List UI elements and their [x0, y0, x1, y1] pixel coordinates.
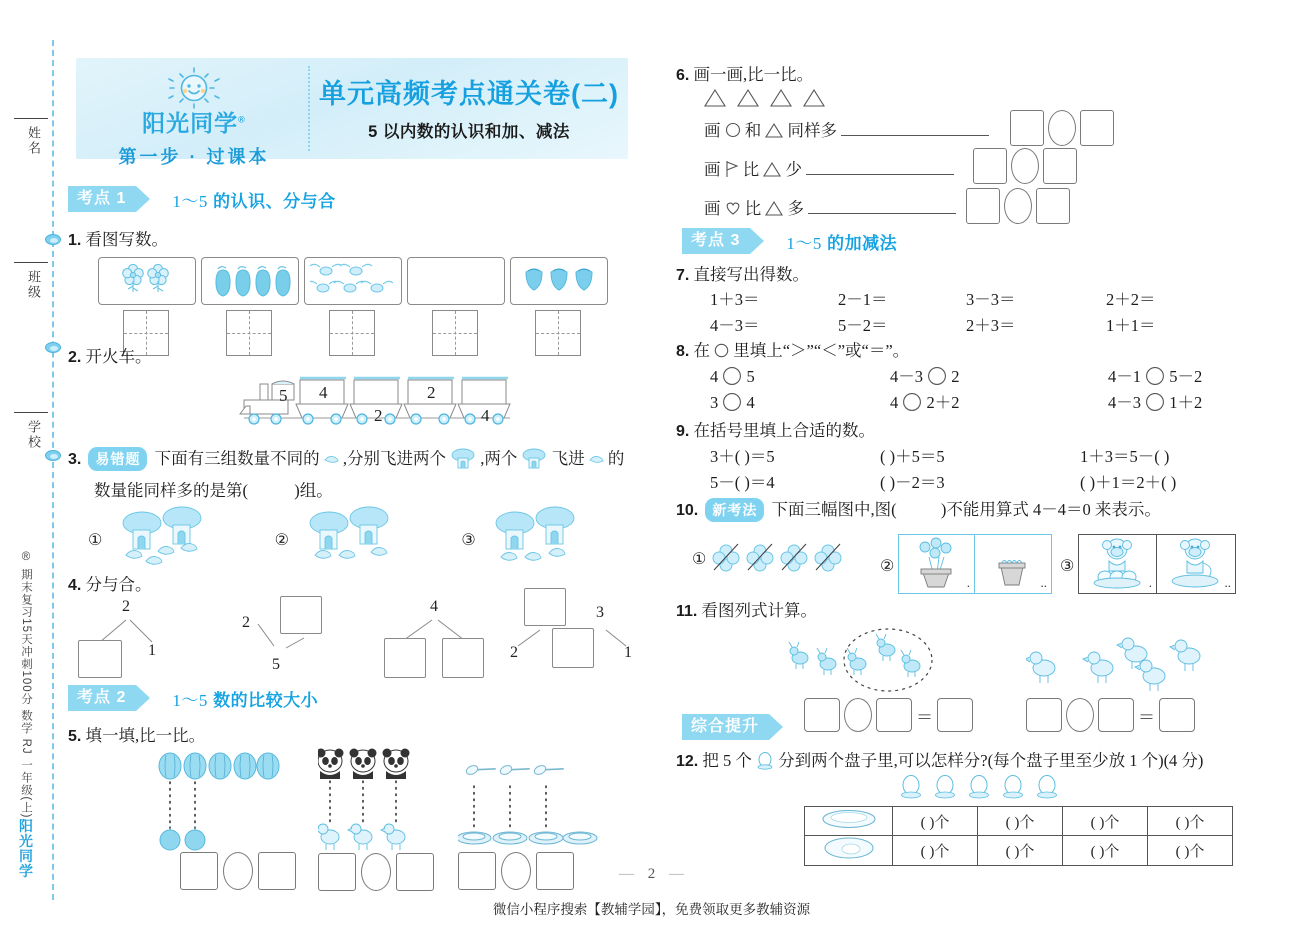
answer-box-left[interactable]	[966, 188, 1000, 224]
row-1-pre: 画	[704, 121, 721, 140]
group-2-illustration	[293, 505, 443, 573]
eggplant-icon	[208, 262, 292, 300]
answer-box-left[interactable]	[973, 148, 1007, 184]
question-10-number: 10.	[676, 502, 699, 519]
question-3-groups	[82, 505, 642, 578]
picture-box-bees	[304, 257, 402, 305]
question-1-prompt	[68, 227, 168, 254]
answer-box-b[interactable]	[1098, 698, 1134, 732]
question-11-number: 11.	[676, 603, 698, 620]
group-1[interactable]	[82, 505, 269, 578]
cell[interactable]: ( )个	[978, 836, 1063, 866]
item-label-1: ①	[692, 551, 707, 568]
answer-box-b[interactable]	[876, 698, 912, 732]
dash-right: —	[669, 866, 684, 882]
question-12-items	[898, 774, 1060, 800]
question-3-number: 3.	[68, 451, 82, 468]
row-1-mid: 和	[744, 121, 762, 140]
question-3-text-e: 的	[607, 449, 625, 468]
panel-dot-2: ..	[1224, 575, 1231, 590]
tianzige-box[interactable]	[329, 310, 375, 356]
bee-icon	[310, 261, 396, 301]
train-car-bottom-2: 2	[374, 406, 383, 425]
right-operand: 4	[746, 393, 755, 412]
answer-box-right[interactable]	[1036, 188, 1070, 224]
question-8-prompt	[676, 338, 909, 365]
cell[interactable]: ( )个	[1063, 836, 1148, 866]
comparison-circle[interactable]	[927, 366, 947, 386]
group-label-1: ①	[88, 532, 103, 549]
comparison-circle[interactable]	[1004, 188, 1032, 224]
punch-hole	[45, 342, 61, 353]
row-2-blank[interactable]	[806, 159, 954, 175]
egg-icon	[966, 774, 992, 800]
comparison-circle[interactable]	[1048, 110, 1076, 146]
question-7-row-2	[710, 313, 1266, 339]
comparison-expression[interactable]	[890, 364, 1108, 390]
question-5-group-pandas	[318, 745, 428, 868]
question-3-text-c: ,两个	[480, 449, 518, 468]
question-9-row-2	[710, 470, 1280, 496]
section-title-2	[172, 686, 318, 711]
section-range-3: 1～5	[786, 233, 822, 253]
right-operand: 2	[951, 367, 960, 386]
comparison-circle[interactable]	[902, 392, 922, 412]
field-label-school: 学校	[26, 420, 41, 450]
number-bond-3[interactable]	[368, 600, 508, 678]
panda-duck-illustration	[318, 745, 428, 863]
section-header-1	[68, 186, 336, 216]
question-6-row-3	[704, 196, 956, 222]
row-1-blank[interactable]	[841, 120, 989, 136]
question-4-number: 4.	[68, 577, 82, 594]
question-11-answer-ants[interactable]	[804, 698, 973, 732]
question-2-number: 2.	[68, 349, 82, 366]
treehouse-icon	[521, 448, 547, 470]
answer-box-left[interactable]	[1010, 110, 1044, 146]
picture-box-strawberries	[510, 257, 608, 305]
question-10-text-a: 下面三幅图中,图(	[771, 500, 897, 519]
question-8-text-a: 在	[693, 341, 710, 360]
group-label-3: ③	[461, 532, 476, 549]
question-9-number: 9.	[676, 423, 690, 440]
section-label-3: 的加减法	[821, 233, 898, 253]
row-3-blank[interactable]	[808, 198, 956, 214]
panel-left	[899, 535, 975, 593]
dash-left: —	[619, 866, 634, 882]
bond-1-top: 2	[122, 598, 130, 615]
question-10-text-b: )不能用算式 4－4＝0 来表示。	[940, 500, 1161, 519]
egg-icon	[1000, 774, 1026, 800]
question-1-text: 看图写数。	[85, 230, 168, 249]
tianzige-box[interactable]	[226, 310, 272, 356]
tianzige-box[interactable]	[535, 310, 581, 356]
question-11-answer-ducks[interactable]	[1026, 698, 1195, 732]
triangle-icon	[763, 161, 781, 177]
question-7-prompt	[676, 262, 809, 289]
flag-icon	[725, 160, 739, 178]
bond-4-answer-box-bottom[interactable]	[552, 628, 594, 668]
equals-sign: ＝	[1138, 707, 1155, 727]
fill-expression[interactable]: ( )＋1＝2＋( )	[1080, 473, 1177, 492]
expression[interactable]: 2＋2＝	[1106, 290, 1156, 309]
question-7-row-1	[710, 287, 1266, 313]
field-label-name: 姓名	[26, 126, 41, 156]
question-1-number: 1.	[68, 232, 82, 249]
question-6-row-1	[704, 118, 989, 144]
fill-expression[interactable]: 3＋( )＝5	[710, 447, 775, 466]
train-car-bottom-4: 4	[481, 406, 490, 425]
question-12-prompt	[676, 748, 1288, 775]
flower-icon	[119, 262, 175, 300]
question-5-number: 5.	[68, 728, 82, 745]
expression[interactable]: 5－2＝	[838, 316, 888, 335]
triangle-icon	[765, 122, 783, 138]
triangle-icon	[770, 88, 792, 108]
bond-2-left: 2	[242, 614, 250, 631]
bond-3-answer-box-right[interactable]	[442, 638, 484, 678]
heart-icon	[725, 201, 741, 216]
section-title-3	[786, 229, 897, 254]
bond-4-right: 1	[624, 644, 632, 661]
group-2[interactable]	[269, 505, 456, 578]
right-operand: 1＋2	[1169, 393, 1203, 412]
section-header-4	[682, 714, 769, 744]
section-header-3	[682, 228, 897, 258]
answer-box-right[interactable]	[1043, 148, 1077, 184]
expression[interactable]: 1＋1＝	[1106, 316, 1156, 335]
treehouse-icon	[450, 448, 476, 470]
section-header-2	[68, 685, 318, 715]
number-bond-1[interactable]	[78, 600, 208, 678]
bond-4-answer-box-top[interactable]	[524, 588, 566, 626]
tianzige-box[interactable]	[432, 310, 478, 356]
picture-box-eggplants	[201, 257, 299, 305]
cell[interactable]: ( )个	[1148, 836, 1233, 866]
right-operand: 5	[746, 367, 755, 386]
row-2-mid: 比	[742, 160, 760, 179]
bond-1-right: 1	[148, 642, 156, 659]
question-5-group-melons	[158, 752, 288, 867]
question-12-table-wrap	[804, 806, 1233, 866]
question-9-text: 在括号里填上合适的数。	[693, 421, 875, 440]
question-6-answer-1[interactable]	[1010, 110, 1114, 146]
bird-icon	[589, 453, 604, 465]
bowl-icon	[818, 836, 880, 860]
page-title: 单元高频考点通关卷(二)	[319, 79, 619, 109]
row-2-pre: 画	[704, 160, 721, 179]
question-2-text: 开火车。	[85, 347, 152, 366]
brand-tagline: 第一步 · 过课本	[118, 147, 270, 168]
comparison-circle[interactable]	[1011, 148, 1039, 184]
page-subtitle: 5 以内数的认识和加、减法	[368, 123, 570, 141]
answer-box-result[interactable]	[1159, 698, 1195, 732]
question-6-answer-2[interactable]	[973, 148, 1077, 184]
egg-icon	[932, 774, 958, 800]
picture-box-flowers	[98, 257, 196, 305]
sidebar-brand-name: 阳光同学	[18, 818, 34, 878]
group-1-illustration	[106, 505, 256, 573]
monkey-with-eggs-icon	[1079, 535, 1155, 591]
equals-sign: ＝	[916, 707, 933, 727]
picture-box-empty	[407, 257, 505, 305]
cell[interactable]: ( )个	[893, 836, 978, 866]
brand-reg-mark: ®	[238, 114, 246, 125]
sidebar-brand	[16, 551, 36, 878]
header-divider	[308, 66, 310, 151]
question-6-answer-3[interactable]	[966, 188, 1070, 224]
fill-expression[interactable]: ( )－2＝3	[880, 473, 945, 492]
comparison-circle[interactable]	[1145, 366, 1165, 386]
expression[interactable]: 2＋3＝	[966, 316, 1016, 335]
question-6-row-2	[704, 157, 954, 183]
question-6-prompt	[676, 62, 813, 89]
fill-expression[interactable]: 1＋3＝5－( )	[1080, 447, 1170, 466]
bond-2-lines	[228, 622, 348, 678]
comparison-circle[interactable]	[722, 366, 742, 386]
cell[interactable]: ( )个	[978, 807, 1063, 836]
triangle-icon	[765, 200, 783, 216]
name-rule	[14, 118, 48, 119]
comparison-expression[interactable]	[1108, 390, 1202, 416]
question-3-text-g: )组。	[294, 481, 333, 500]
plate-icon	[818, 808, 880, 830]
sidebar-brand-rest: ® 期末复习15天冲刺100分 数学 RJ 一年级(上)	[20, 550, 32, 818]
expression[interactable]: 2－1＝	[838, 290, 888, 309]
page-footer	[0, 866, 1303, 883]
fill-expression[interactable]: 5－( )＝4	[710, 473, 775, 492]
fold-dashed-line	[52, 40, 54, 900]
circle-icon	[714, 343, 729, 358]
question-9-row-1	[710, 444, 1280, 470]
distribution-table[interactable]	[804, 806, 1233, 866]
question-3-text-f: 数量能同样多的是第(	[94, 481, 248, 500]
bond-4-mid-right: 3	[596, 604, 604, 621]
bond-3-answer-box-left[interactable]	[384, 638, 426, 678]
section-range-1: 1～5	[172, 191, 208, 211]
question-4-text: 分与合。	[85, 575, 152, 594]
row-2-post: 少	[785, 160, 802, 179]
ducks-illustration	[1026, 624, 1206, 698]
comparison-expression[interactable]	[1108, 364, 1202, 390]
question-12-text-a: 把 5 个	[702, 751, 752, 770]
question-3-prompt-line2	[94, 478, 333, 504]
question-12-text-b: 分到两个盘子里,可以怎样分?(每个盘子里至少放 1 个)(4 分)	[778, 751, 1204, 770]
field-label-class: 班级	[26, 270, 41, 300]
row-1-post: 同样多	[787, 121, 837, 140]
operator-circle[interactable]	[844, 698, 872, 732]
bond-1-answer-box[interactable]	[78, 640, 122, 678]
bird-icon	[324, 453, 339, 465]
row-3-post: 多	[787, 199, 804, 218]
cell[interactable]: ( )个	[1148, 807, 1233, 836]
table-row	[805, 836, 1233, 866]
row-3-mid: 比	[744, 199, 762, 218]
fill-expression[interactable]: ( )＋5＝5	[880, 447, 945, 466]
answer-box-a[interactable]	[1026, 698, 1062, 732]
strawberry-icon	[520, 264, 598, 298]
cell[interactable]: ( )个	[1063, 807, 1148, 836]
answer-box-right[interactable]	[1080, 110, 1114, 146]
q10-item-2[interactable]	[880, 534, 1052, 594]
egg-icon	[1034, 774, 1060, 800]
panel-dot-1: .	[966, 575, 970, 590]
question-7-number: 7.	[676, 267, 690, 284]
question-6-number: 6.	[676, 67, 690, 84]
flowerpot-full-icon	[899, 535, 973, 591]
section-title-1	[172, 187, 335, 212]
question-2-train	[238, 366, 518, 431]
page-number: 2	[647, 866, 656, 882]
left-operand: 4－3	[890, 367, 923, 386]
sun-mascot-icon	[152, 66, 236, 110]
triangle-icon	[803, 88, 825, 108]
triangle-icon	[704, 88, 726, 108]
question-6-text: 画一画,比一比。	[693, 65, 814, 84]
left-operand: 4－1	[1108, 367, 1141, 386]
egg-icon	[898, 774, 924, 800]
bond-2-bottom: 5	[272, 656, 280, 673]
school-rule	[14, 412, 48, 413]
train-car-top-1: 4	[319, 383, 328, 402]
comparison-circle[interactable]	[722, 392, 742, 412]
egg-icon	[756, 752, 774, 770]
section-badge-2: 考点 2	[68, 685, 136, 711]
q10-item-3[interactable]	[1060, 534, 1236, 594]
question-3-text-d: 飞进	[551, 449, 585, 468]
tag-common-mistake: 易错题	[88, 447, 147, 471]
table-row	[805, 807, 1233, 836]
question-6-triangles	[704, 88, 825, 108]
question-2-prompt	[68, 344, 151, 371]
question-11-prompt	[676, 598, 817, 625]
brand-logo	[84, 64, 304, 169]
punch-hole	[45, 450, 61, 461]
page-header	[76, 58, 628, 168]
section-label-1: 的认识、分与合	[207, 191, 336, 211]
melon-apple-illustration	[158, 752, 288, 862]
question-3-prompt	[68, 446, 640, 473]
section-badge-4: 综合提升	[682, 714, 769, 740]
brand-name-text: 阳光同学	[142, 110, 239, 136]
panel-right	[975, 535, 1051, 593]
question-8-row-2	[710, 390, 1266, 416]
row-header-bowl	[805, 836, 893, 866]
question-8-number: 8.	[676, 343, 690, 360]
expression[interactable]: 1＋3＝	[710, 290, 760, 309]
right-operand: 2＋2	[926, 393, 960, 412]
row-3-pre: 画	[704, 199, 721, 218]
question-11-text: 看图列式计算。	[701, 601, 817, 620]
panel-left	[1079, 535, 1157, 593]
bond-4-left: 2	[510, 644, 518, 661]
q10-item-1[interactable]	[692, 540, 852, 576]
number-bond-4[interactable]	[508, 588, 658, 680]
group-label-2: ②	[274, 532, 290, 549]
question-5-prompt	[68, 723, 205, 750]
question-5-group-spoons	[458, 760, 598, 865]
section-badge-3: 考点 3	[682, 228, 750, 254]
crossed-flowers-icon	[710, 540, 852, 576]
operator-circle[interactable]	[1066, 698, 1094, 732]
comparison-expression[interactable]	[710, 364, 890, 390]
panel-right	[1157, 535, 1235, 593]
tag-new-method: 新考法	[705, 498, 764, 522]
right-operand: 5－2	[1169, 367, 1203, 386]
expression[interactable]: 4－3＝	[710, 316, 760, 335]
section-label-2: 数的比较大小	[207, 690, 319, 710]
answer-box-result[interactable]	[937, 698, 973, 732]
footer-promo-note: 微信小程序搜索【教辅学园】，免费领取更多教辅资源	[492, 902, 811, 917]
left-operand: 4	[890, 393, 899, 412]
train-engine-number: 5	[279, 386, 288, 405]
q10-item-2-panels	[898, 534, 1052, 594]
punch-hole	[45, 234, 61, 245]
binding-strip	[0, 0, 62, 930]
question-7-text: 直接写出得数。	[693, 265, 809, 284]
bond-3-top: 4	[430, 598, 438, 615]
expression[interactable]: 3－3＝	[966, 290, 1016, 309]
monkey-empty-plate-icon	[1157, 535, 1233, 591]
panel-dot-1: .	[1148, 575, 1152, 590]
question-5-text: 填一填,比一比。	[85, 726, 206, 745]
number-bond-2[interactable]	[228, 596, 358, 678]
answer-box-a[interactable]	[804, 698, 840, 732]
group-3-illustration	[479, 505, 629, 573]
item-label-2: ②	[880, 558, 895, 575]
item-label-3: ③	[1060, 558, 1075, 575]
question-11-group-ants	[786, 624, 946, 727]
brand-name	[84, 111, 304, 135]
question-9-prompt	[676, 418, 875, 445]
question-8-row-1	[710, 364, 1266, 390]
spoon-plate-illustration	[458, 760, 598, 860]
comparison-circle[interactable]	[1145, 392, 1165, 412]
question-12-number: 12.	[676, 753, 699, 770]
cell[interactable]: ( )个	[893, 807, 978, 836]
panel-dot-2: ..	[1040, 575, 1047, 590]
triangle-icon	[737, 88, 759, 108]
train-car-top-3: 2	[427, 383, 436, 402]
row-header-plate	[805, 807, 893, 836]
section-badge-1: 考点 1	[68, 186, 136, 212]
class-rule	[14, 262, 48, 263]
question-1-picture-row	[98, 257, 608, 305]
flowerpot-empty-icon	[975, 535, 1049, 591]
question-10-prompt	[676, 497, 1288, 524]
question-3-text-b: ,分别飞进两个	[342, 449, 446, 468]
left-operand: 3	[710, 393, 719, 412]
question-3-text-a: 下面有三组数量不同的	[154, 449, 320, 468]
left-operand: 4	[710, 367, 719, 386]
q10-item-3-panels	[1078, 534, 1236, 594]
question-8-text-b: 里填上“＞”“＜”或“＝”。	[733, 341, 910, 360]
question-11-group-ducks	[1026, 624, 1206, 727]
comparison-expression[interactable]	[710, 390, 890, 416]
comparison-expression[interactable]	[890, 390, 1108, 416]
ants-illustration	[786, 624, 946, 698]
question-1-answer-row	[123, 310, 581, 356]
question-4-prompt	[68, 572, 151, 599]
group-3[interactable]	[455, 505, 642, 578]
left-operand: 4－3	[1108, 393, 1141, 412]
circle-icon	[725, 122, 741, 138]
section-range-2: 1～5	[172, 690, 208, 710]
